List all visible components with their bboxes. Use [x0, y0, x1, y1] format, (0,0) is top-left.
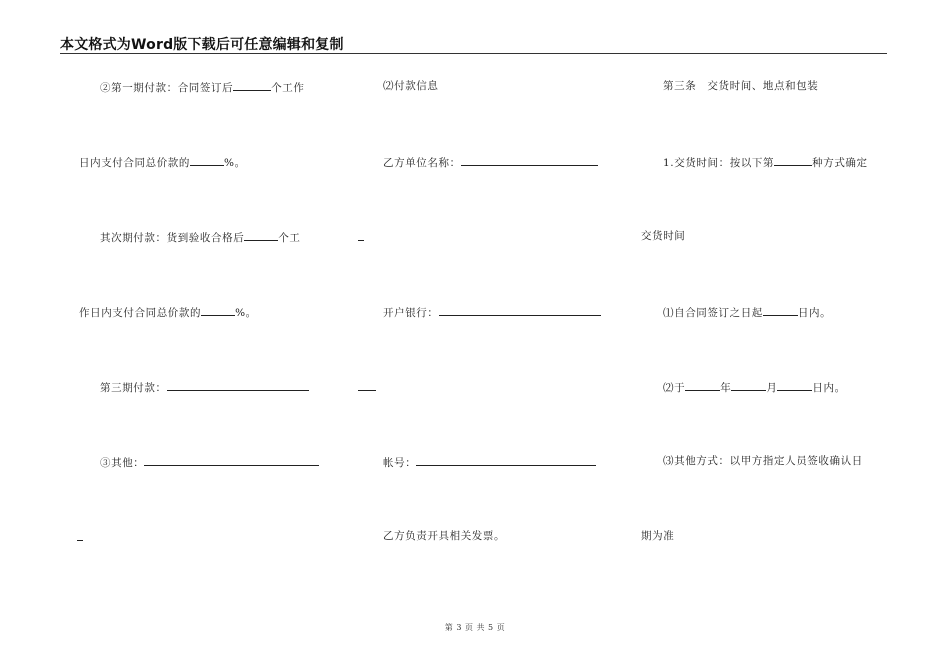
option-three-continuation: 期为准 — [641, 530, 675, 542]
header-divider — [60, 53, 887, 54]
account-blank[interactable] — [416, 454, 596, 466]
page-number-footer: 第 3 页 共 5 页 — [444, 623, 506, 632]
col2-line7 — [383, 529, 505, 543]
other-payment-blank[interactable] — [144, 454, 319, 466]
option-two-label: ⑵于 — [663, 382, 686, 394]
col1-line3 — [100, 229, 301, 245]
second-payment-percent-unit: %。 — [235, 307, 257, 319]
first-payment-label: ②第一期付款：合同签订后 — [100, 82, 234, 94]
col3-line1 — [663, 79, 818, 93]
col2-continuation-underline-1 — [358, 240, 364, 241]
col1-line5 — [100, 379, 309, 395]
first-payment-percent-label: 日内支付合同总价款的 — [79, 157, 190, 169]
option-two-day-blank[interactable] — [777, 379, 812, 391]
first-payment-percent-blank[interactable] — [190, 154, 224, 166]
delivery-time-continuation: 交货时间 — [641, 230, 686, 242]
option-two-year-unit: 年 — [720, 382, 732, 394]
col2-line4 — [383, 304, 601, 320]
col1-line6 — [100, 454, 319, 470]
second-payment-days-blank[interactable] — [244, 229, 278, 241]
first-payment-percent-unit: %。 — [224, 157, 246, 169]
col1-line2 — [79, 154, 246, 170]
article-three-heading: 第三条 交货时间、地点和包装 — [663, 80, 819, 92]
col2-continuation-underline-2 — [358, 390, 376, 391]
payment-info-heading: ⑵付款信息 — [383, 80, 439, 92]
first-payment-days-blank[interactable] — [233, 79, 271, 91]
col3-line6 — [663, 454, 863, 468]
party-b-name-blank[interactable] — [461, 154, 598, 166]
option-one-suffix: 日内。 — [797, 307, 832, 319]
option-two-year-blank[interactable] — [685, 379, 720, 391]
col2-line2 — [383, 154, 598, 170]
document-header-title: 本文格式为Word版下载后可任意编辑和复制 — [60, 37, 344, 53]
col3-line4 — [663, 304, 831, 320]
account-label: 帐号： — [383, 457, 417, 469]
delivery-method-blank[interactable] — [774, 154, 812, 166]
col3-line2 — [663, 154, 868, 170]
option-two-month-unit: 月 — [766, 382, 778, 394]
second-payment-unit: 个工 — [278, 232, 301, 244]
col1-line4 — [79, 304, 257, 320]
col3-line5 — [663, 379, 846, 395]
party-b-name-label: 乙方单位名称： — [383, 157, 461, 169]
bank-label: 开户银行： — [383, 307, 439, 319]
col3-line3 — [641, 229, 685, 243]
option-two-suffix: 日内。 — [812, 382, 846, 394]
second-payment-percent-blank[interactable] — [201, 304, 235, 316]
option-one-days-blank[interactable] — [763, 304, 798, 316]
delivery-time-label: 1.交货时间：按以下第 — [663, 157, 775, 169]
delivery-time-suffix: 种方式确定 — [812, 157, 868, 169]
invoice-note: 乙方负责开具相关发票。 — [383, 530, 506, 542]
col1-continuation-underline — [77, 540, 83, 541]
other-payment-label: ③其他： — [100, 457, 145, 469]
bank-blank[interactable] — [439, 304, 601, 316]
option-three-text: ⑶其他方式：以甲方指定人员签收确认日 — [663, 455, 863, 467]
option-two-month-blank[interactable] — [731, 379, 766, 391]
col2-line6 — [383, 454, 596, 470]
second-payment-label: 其次期付款：货到验收合格后 — [100, 232, 245, 244]
col3-line7 — [641, 529, 674, 543]
col1-line1 — [100, 79, 305, 95]
first-payment-unit: 个工作 — [271, 82, 305, 94]
option-one-label: ⑴自合同签订之日起 — [663, 307, 763, 319]
col2-line1 — [383, 79, 439, 93]
third-payment-blank[interactable] — [167, 379, 309, 391]
second-payment-percent-label: 作日内支付合同总价款的 — [79, 307, 202, 319]
third-payment-label: 第三期付款： — [100, 382, 167, 394]
